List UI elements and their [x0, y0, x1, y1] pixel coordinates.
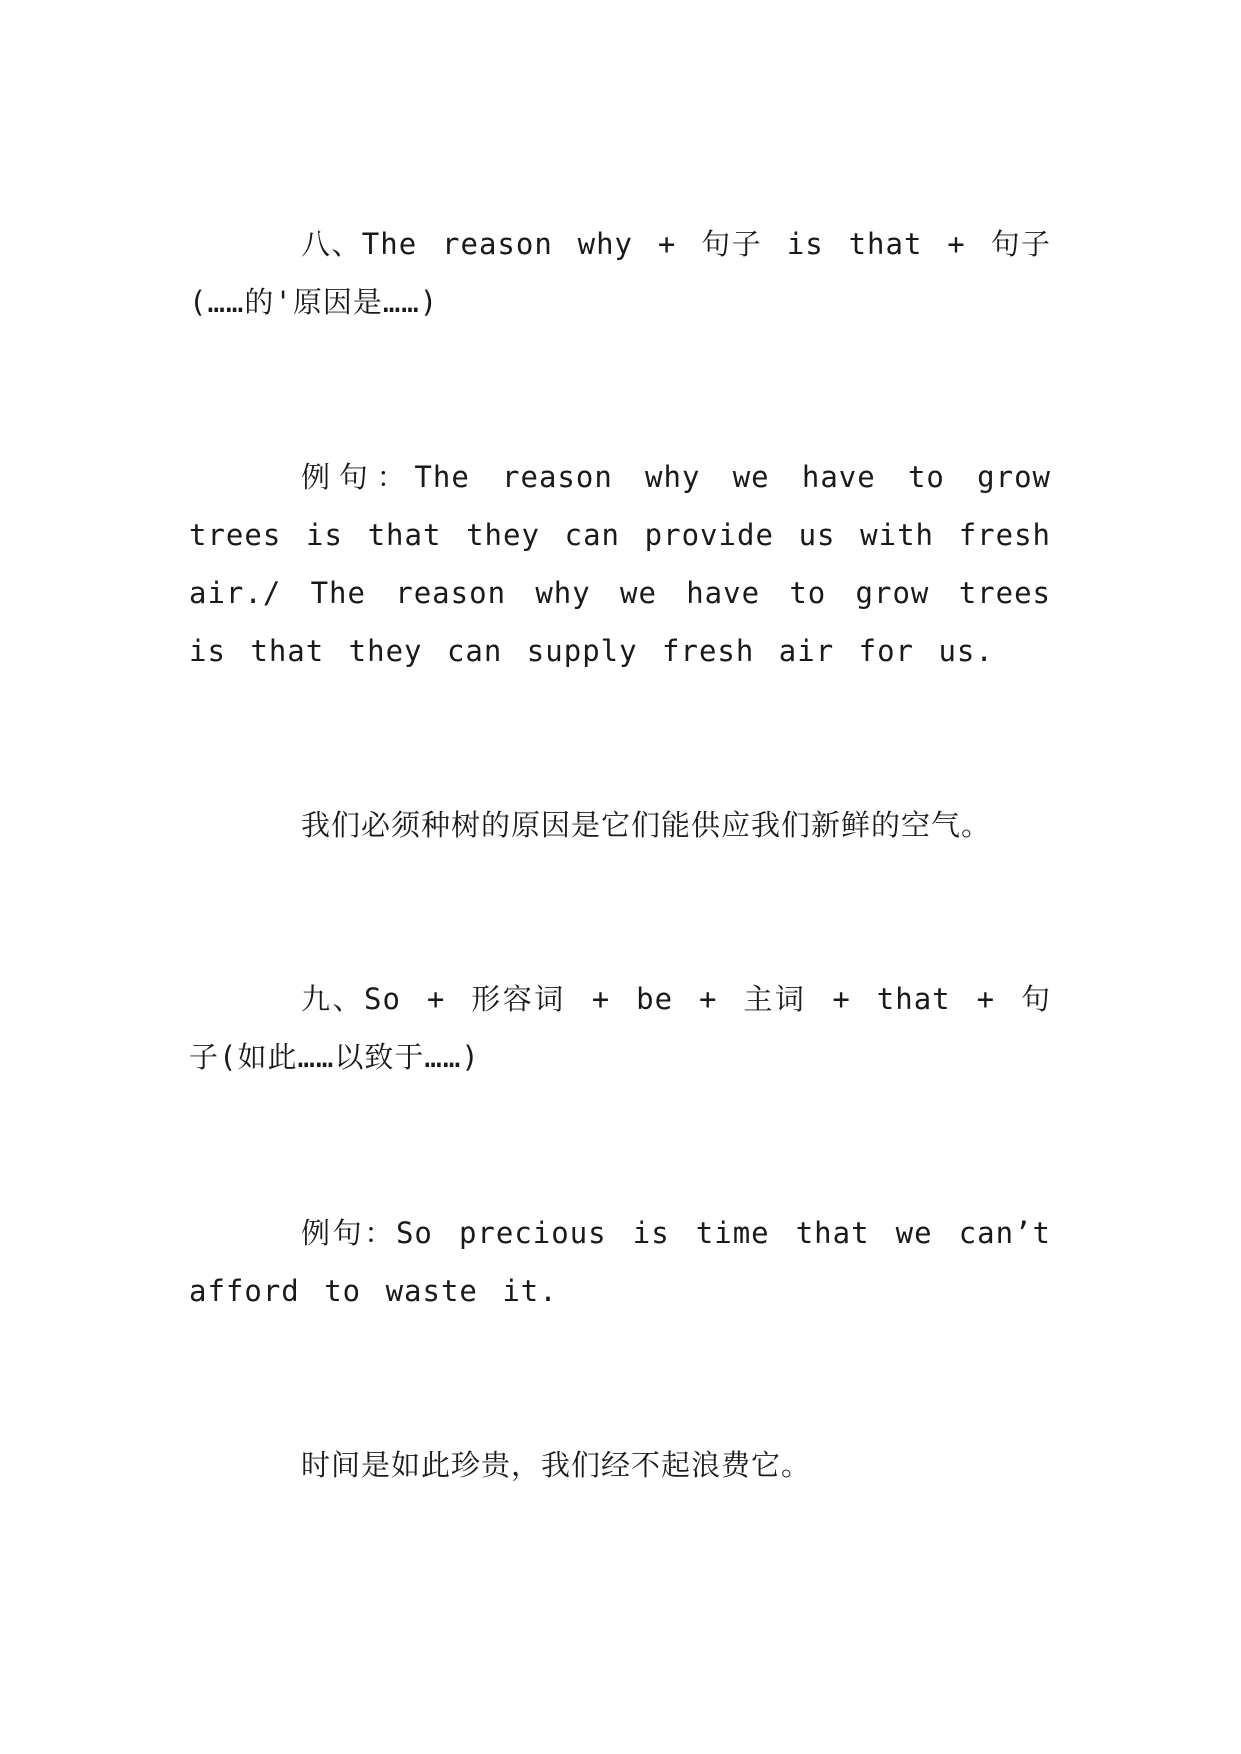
translation-9: 时间是如此珍贵，我们经不起浪费它。	[301, 1448, 812, 1482]
example-sentence-8: 例句：The reason why we have to grow trees is that they can provide us with fresh air./ The reason why we have to grow trees is that they can supply fresh air for us.	[189, 460, 1051, 668]
translation-8: 我们必须种树的原因是它们能供应我们新鲜的空气。	[301, 808, 992, 842]
heading-pattern-9: 九、So + 形容词 + be + 主词 + that + 句子(如此……以致于……)	[189, 982, 1051, 1074]
example-sentence-9: 例句：So precious is time that we can’t afford to waste it.	[189, 1216, 1051, 1308]
heading-pattern-8: 八、The reason why + 句子 is that + 句子(……的'原因是……)	[189, 227, 1051, 319]
